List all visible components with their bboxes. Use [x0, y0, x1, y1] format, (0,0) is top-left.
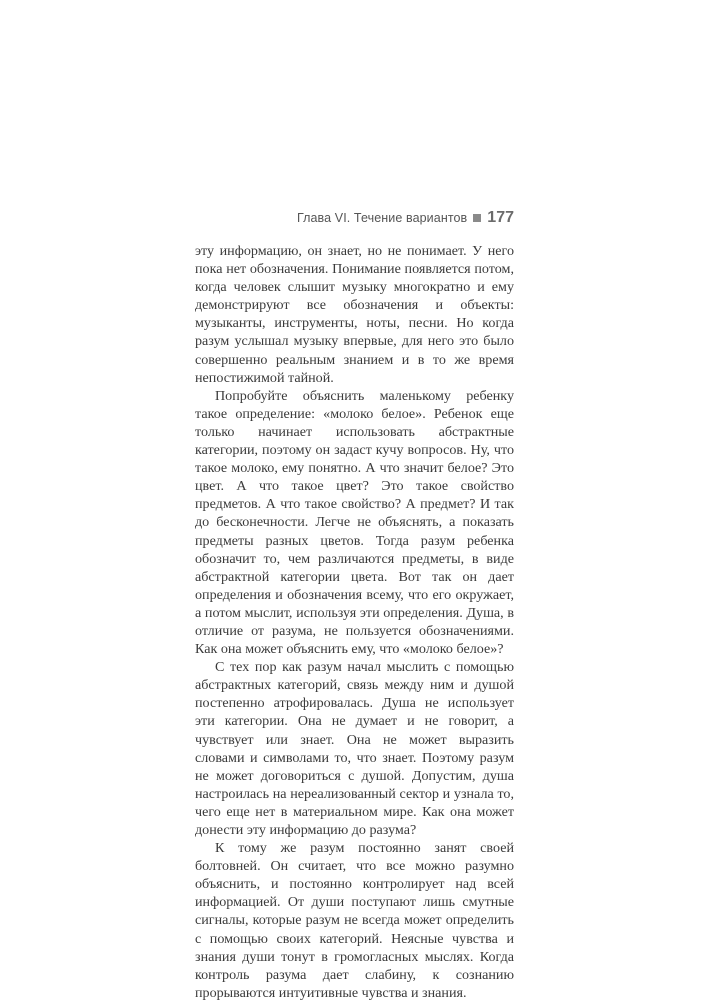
running-head: Глава VI. Течение вариантов — [296, 211, 468, 225]
page-header — [195, 208, 514, 228]
paragraph-1: эту информацию, он знает, но не понимает. У него пока нет обозначения. Понимание появляется потом, когда человек слышит музыку многократно и ему демонстрируют все обозначения и объекты: музыканты, инструменты, ноты, песни. Но когда разум услышал музыку впервые, для него это было совершенно реальным знанием и в то же время непостижимой тайной. — [195, 243, 514, 386]
paragraph-3: С тех пор как разум начал мыслить с помощью абстрактных категорий, связь между ним и душой постепенно атрофировалась. Душа не использует эти категории. Она не думает и не говорит, а чувствует или знает. Она не может выразить словами и символами то, что знает. Поэтому разум не может договориться с душой. Допустим, душа настроилась на нереализованный сектор и узнала то, чего еще нет в материальном мире. Как она может донести эту информацию до разума? — [195, 659, 514, 838]
paragraph-4: К тому же разум постоянно занят своей болтовней. Он считает, что все можно разумно объяснить, и постоянно контролирует над всей информацией. От души поступают лишь смутные сигналы, которые разум не всегда может определить с помощью своих категорий. Неясные чувства и знания души тонут в громогласных мыслях. Когда контроль разума дает слабину, к сознанию прорываются интуитивные чувства и знания. — [195, 840, 514, 1001]
body-text — [195, 242, 514, 1002]
paragraph-2: Попробуйте объяснить маленькому ребенку такое определение: «молоко белое». Ребенок еще только начинает использовать абстрактные категории, поэтому он задаст кучу вопросов. Ну, что такое молоко, ему понятно. А что значит белое? Это цвет. А что такое цвет? Это такое свойство предметов. А что такое свойство? А предмет? И так до бесконечности. Легче не объяснять, а показать предметы разных цветов. Тогда разум ребенка обозначит то, чем различаются предметы, в виде абстрактной категории цвета. Вот так он дает определения и обозначения всему, что его окружает, а потом мыслит, используя эти определения. Душа, в отличие от разума, не пользуется обозначениями. Как она может объяснить ему, что «молоко белое»? — [195, 387, 514, 658]
square-bullet-icon — [473, 214, 481, 222]
page-number: 177 — [487, 209, 514, 226]
